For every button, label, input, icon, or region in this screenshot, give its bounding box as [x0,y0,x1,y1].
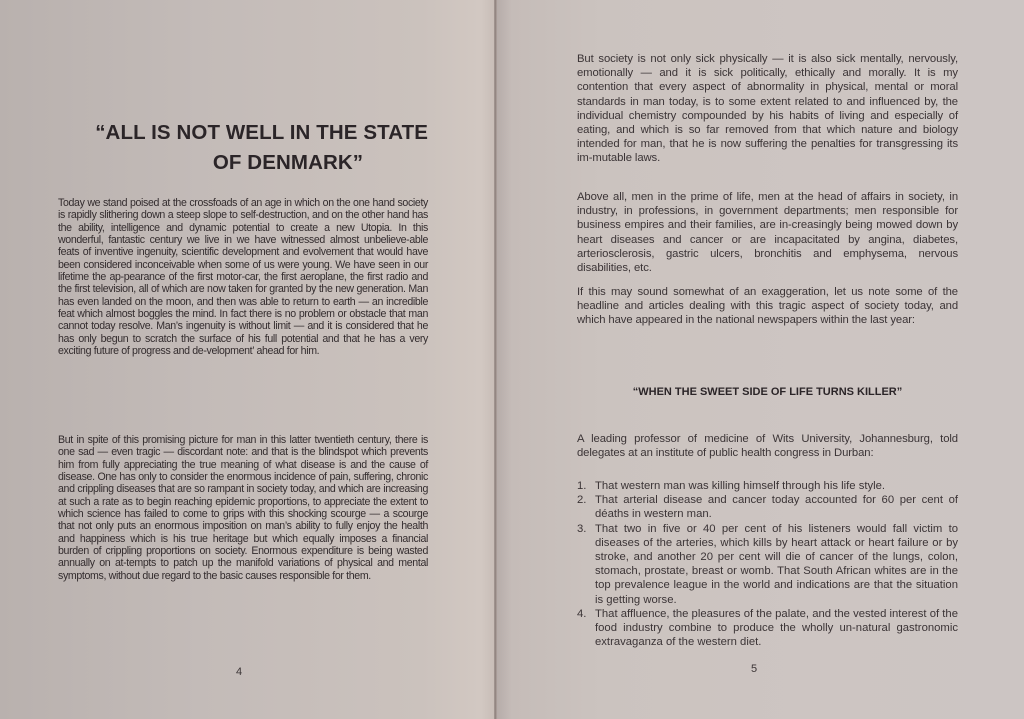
list-item-text: That two in five or 40 per cent of his listeners would fall victim to diseases of the arteries, which kills by heart attack or heart failure or by stroke, and another 20 per cent will die of cancer of the lungs, colon, stomach, prostate, breast or womb. That South African whites are in the top prevalence league in the world and indications are that the situation is getting worse. [595,522,958,606]
paragraph-text: But in spite of this promising picture for man in this latter twentieth century, there is one sad — even tragic — discordant note: and that is the blindspot which prevents him from fully appreciating the true meaning of what disease is and the cause of disease. One has only to consider the enormous incidence of pain, suffering, chronic and crippling diseases that are so rampant in society today, and which are increasing at such a rate as to begin reaching epidemic proportions, to appreciate the extent to which science has failed to come to grips with this shocking scourge — a scourge that not only puts an enormous imposition on man’s ability to fully enjoy the health and happiness which is his true heritage but which equally imposes a financial burden of crippling proportions on society. Enormous expenditure is being wasted annually on at-tempts to patch up the manifold variations of physical and mental symptoms, without due regard to the basic causes responsible for them. [58,434,428,582]
right-intro-paragraph [577,432,958,460]
right-paragraph-2 [577,190,958,275]
page-number-right: 5 [751,663,758,675]
page-number-left: 4 [236,666,243,678]
left-paragraph-2 [58,434,428,582]
paragraph-text: A leading professor of medicine of Wits University, Johannesburg, told delegates at an institute of public health congress in Durban: [577,433,958,460]
left-paragraph-1 [58,197,428,357]
list-item [577,479,958,493]
paragraph-text: But society is not only sick physically — it is also sick mentally, nervously, emotionally — and it is sick politically, ethically and morally. It is my contention that every aspect of abnormality in physical, mental or moral standards in man today, is to some extent related to and influenced by, the individual chemistry compounded by his habits of living and especially of eating, and which is so far removed from that which nature and biology intended for man, that he is now suffering the penalties for transgressing its im-mutable laws. [577,53,958,165]
paragraph-text: Above all, men in the prime of life, men at the head of affairs in society, in industry, in professions, in government departments; men responsible for business empires and their families, are in-creasingly being mowed down by heart diseases and cancer or are incapacitated by angina, diabetes, arteriosclerosis, gastric ulcers, bronchitis and emphysema, nervous disabilities, etc. [577,191,958,275]
list-item-text: That western man was killing himself through his life style. [595,480,886,492]
list-number: 1. [577,480,587,492]
list-item-text: That arterial disease and cancer today accounted for 60 per cent of déaths in western man. [595,494,958,521]
paragraph-text: Today we stand poised at the crossfoads of an age in which on the one hand society is rapidly slithering down a steep slope to self-destruction, and on the other hand has the ability, intelligence and dynamic potential to create a new Utopia. In this wonderful, fantastic century we live in we have witnessed almost unbelieve-able feats of inventive ingenuity, scientific development and evolvement that would have been considered inconceivable when some of us were young. We have seen in our lifetime the ap-pearance of the first motor-car, the first aeroplane, the first radio and the first television, all of which are now taken for granted by the new generation. Man has even landed on the moon, and then was able to return to earth — an incredible feat which almost boggles the mind. In fact there is no problem or obstacle that man cannot today resolve. Man’s ingenuity is without limit — and it is considered that he has only begun to scratch the surface of his full potential and that he has a very exciting future of progress and de-velopment’ ahead for him. [58,197,428,358]
right-paragraph-3 [577,285,958,328]
right-paragraph-1 [577,52,958,166]
paragraph-text: If this may sound somewhat of an exaggeration, let us note some of the headline and articles dealing with this tragic aspect of society today, and which have appeared in the national newspapers within the last year: [577,286,958,327]
list-number: 4. [577,607,587,620]
left-page [0,0,496,719]
chapter-title [58,118,428,178]
list-item [577,607,958,650]
chapter-title-line-2: OF DENMARK” [212,151,364,174]
numbered-list [577,479,958,649]
section-subheading: “WHEN THE SWEET SIDE OF LIFE TURNS KILLER” [632,386,903,398]
list-number: 3. [577,522,587,535]
list-item [577,493,958,521]
chapter-title-line-1: “ALL IS NOT WELL IN THE STATE [95,121,428,144]
book-spine-gutter [494,0,497,719]
list-number: 2. [577,494,587,507]
list-item-text: That affluence, the pleasures of the palate, and the vested interest of the food industry combine to produce the wholly un-natural gastronomic extravaganza of the western diet. [595,607,958,649]
list-item [577,522,958,607]
